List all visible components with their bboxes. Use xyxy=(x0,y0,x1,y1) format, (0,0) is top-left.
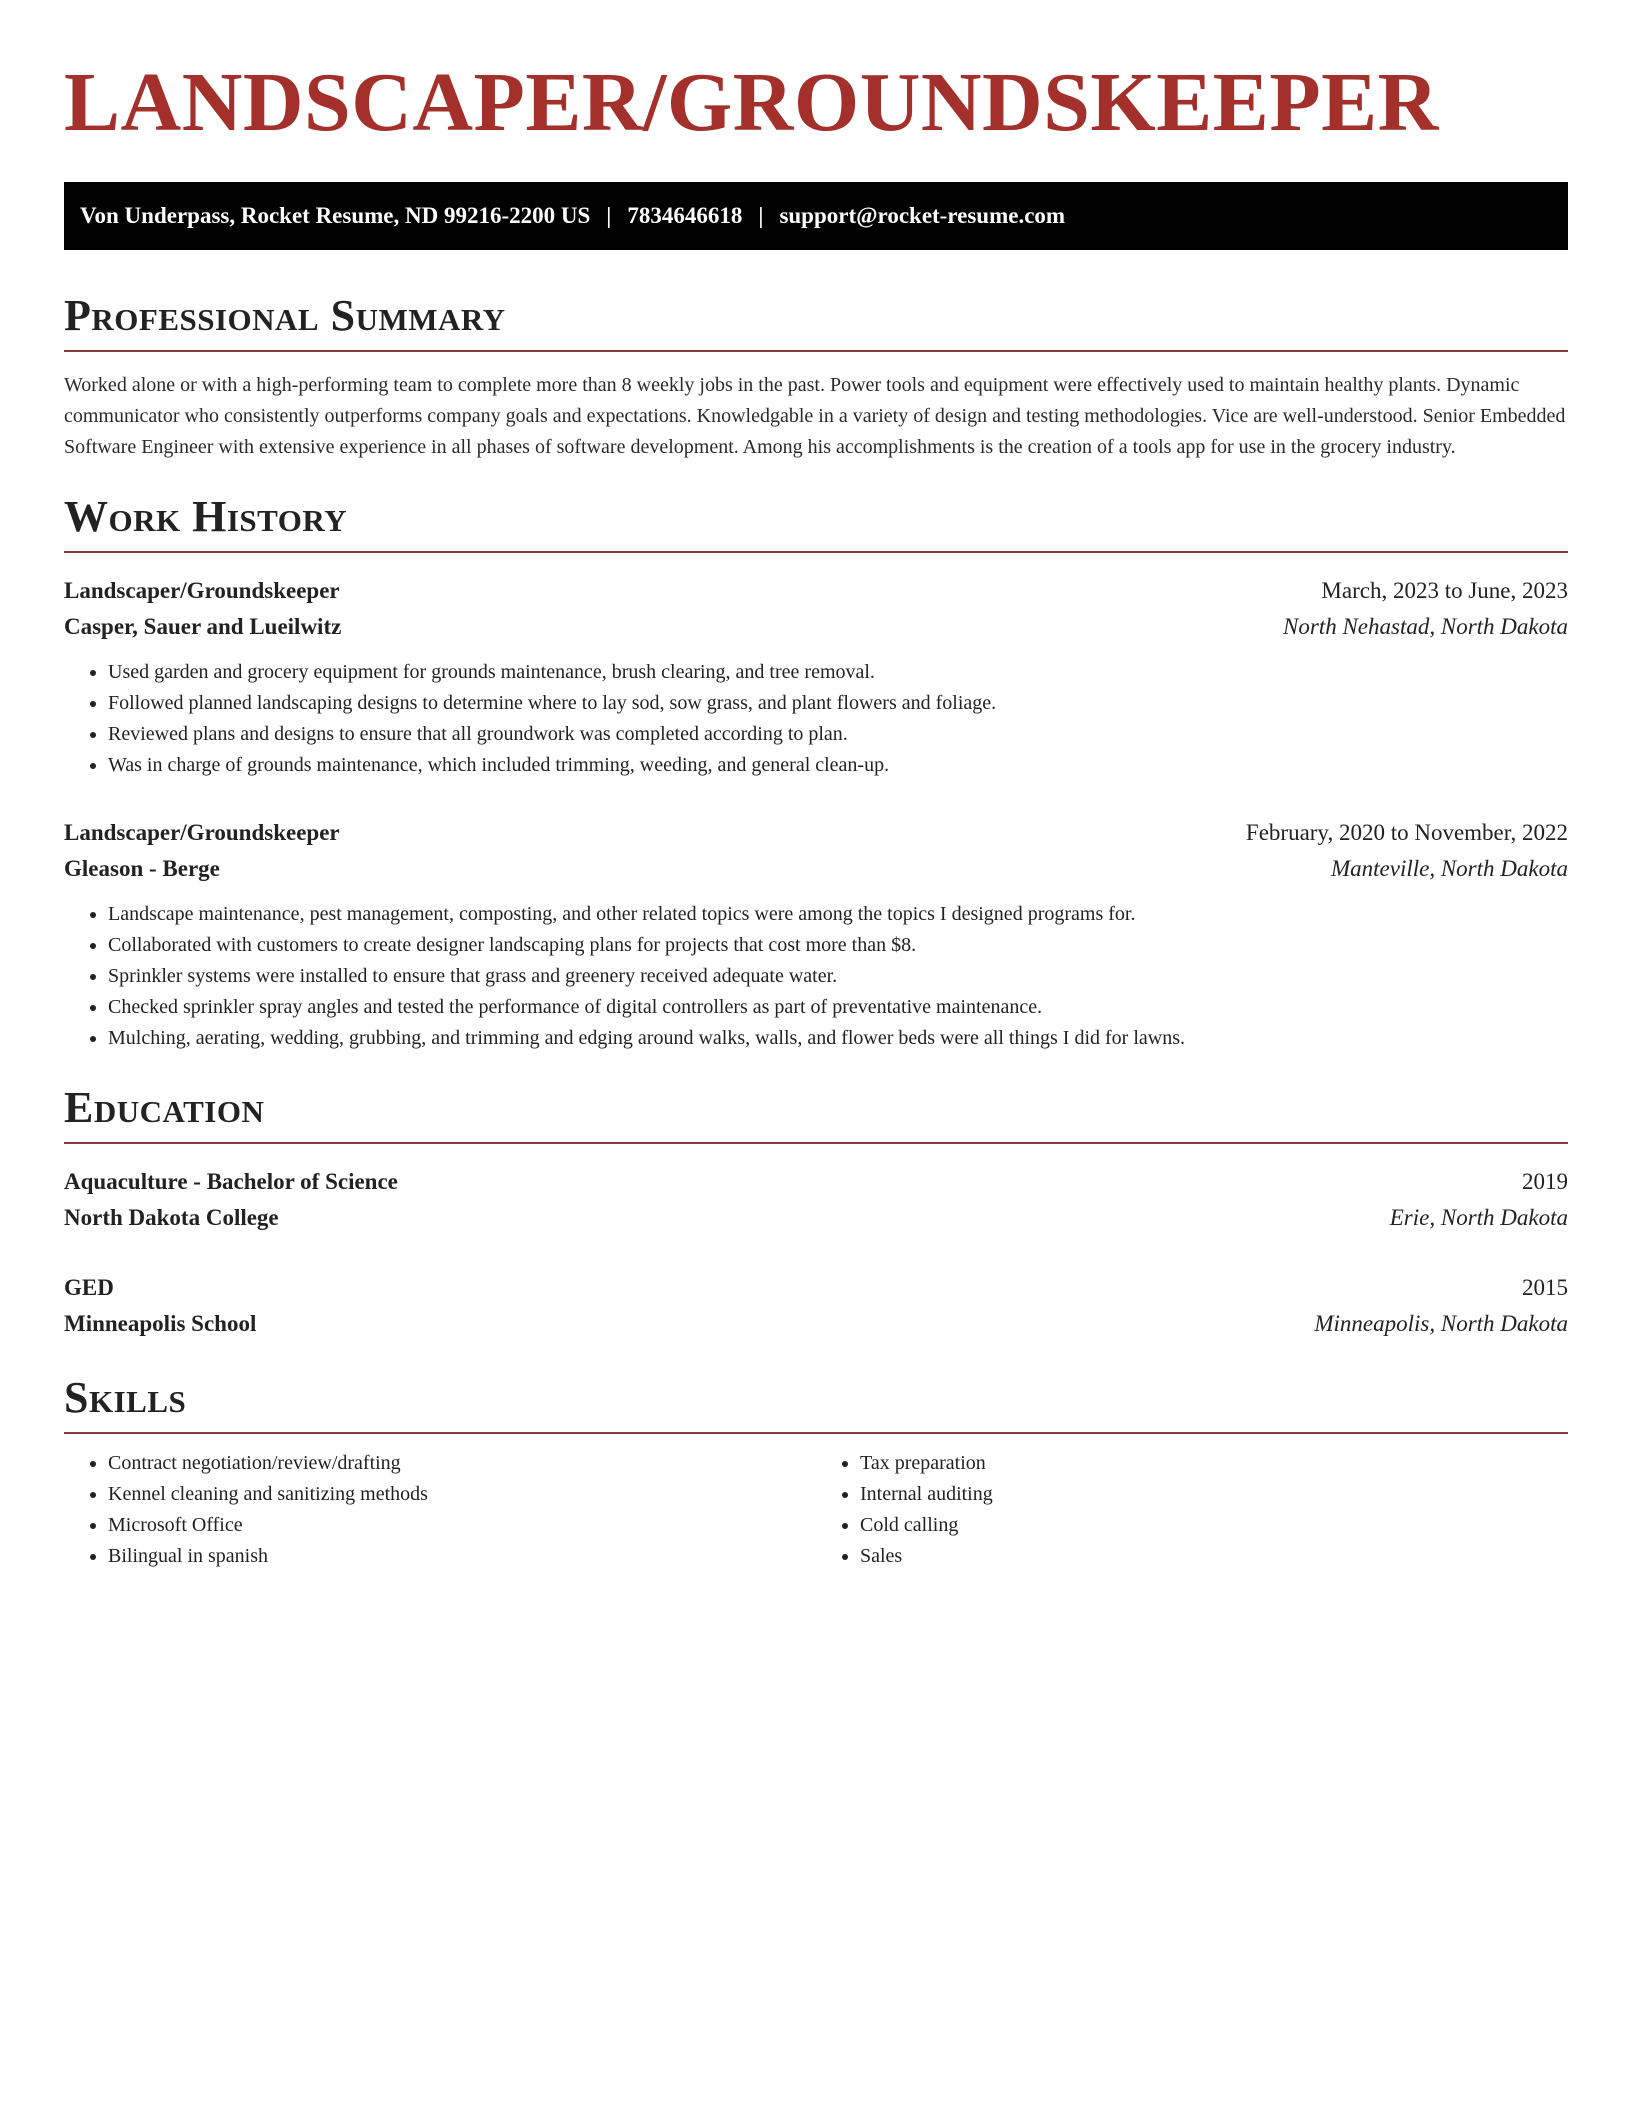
section-title-skills: Skills xyxy=(64,1373,187,1422)
education-degree-row xyxy=(64,1270,1568,1306)
summary-section xyxy=(64,290,1568,463)
education-school-row xyxy=(64,1306,1568,1342)
contact-separator: | xyxy=(758,203,764,228)
education-degree: Aquaculture - Bachelor of Science xyxy=(64,1169,398,1194)
job-bullet: • Sprinkler systems were installed to ensure that grass and greenery received adequate water. xyxy=(108,961,1568,992)
job-bullets xyxy=(64,657,1568,781)
education-entry xyxy=(64,1270,1568,1342)
skills-list-left xyxy=(64,1448,816,1572)
section-divider xyxy=(64,551,1568,553)
education-degree-row xyxy=(64,1164,1568,1200)
education-section xyxy=(64,1082,1568,1342)
contact-phone[interactable]: 7834646618 xyxy=(627,203,743,228)
job-bullet: • Reviewed plans and designs to ensure that all groundwork was completed according to plan. xyxy=(108,719,1568,750)
section-title-work-history: Work History xyxy=(64,492,348,541)
education-location: Erie, North Dakota xyxy=(1389,1205,1568,1230)
job-title: Landscaper/Groundskeeper xyxy=(64,578,340,603)
job-location: Manteville, North Dakota xyxy=(1331,856,1568,881)
job-company: Casper, Sauer and Lueilwitz xyxy=(64,614,342,639)
section-title-summary: Professional Summary xyxy=(64,291,506,340)
section-divider xyxy=(64,1142,1568,1144)
contact-email[interactable]: support@rocket-resume.com xyxy=(779,203,1066,228)
job-company-row xyxy=(64,851,1568,887)
job-header-row xyxy=(64,815,1568,851)
resume-name: LANDSCAPER/GROUNDSKEEPER xyxy=(64,56,1439,149)
job-bullet: • Was in charge of grounds maintenance, which included trimming, weeding, and general clean-up. xyxy=(108,750,1568,781)
job-location: North Nehastad, North Dakota xyxy=(1283,614,1568,639)
contact-bar xyxy=(64,182,1568,250)
job-bullet: • Checked sprinkler spray angles and tested the performance of digital controllers as part of preventative maintenance. xyxy=(108,992,1568,1023)
education-entry xyxy=(64,1164,1568,1236)
skills-section xyxy=(64,1372,1568,1572)
job-title: Landscaper/Groundskeeper xyxy=(64,820,340,845)
skill-item: • Sales xyxy=(860,1541,1568,1572)
skill-item: • Contract negotiation/review/drafting xyxy=(108,1448,816,1479)
skill-item: • Microsoft Office xyxy=(108,1510,816,1541)
job-entry xyxy=(64,815,1568,1054)
education-school-row xyxy=(64,1200,1568,1236)
education-year: 2015 xyxy=(1522,1275,1568,1300)
summary-text: Worked alone or with a high-performing team to complete more than 8 weekly jobs in the past. Power tools and equipment were effectively used to maintain healthy plants. Dynamic communicator who consistently outperforms company goals and expectations. Knowledgable in a variety of design and testing methodologies. Vice are well-understood. Senior Embedded Software Engineer with extensive experience in all phases of software development. Among his accomplishments is the creation of a tools app for use in the grocery industry. xyxy=(64,374,1566,458)
education-year: 2019 xyxy=(1522,1169,1568,1194)
work-history-section xyxy=(64,491,1568,1054)
skill-item: • Kennel cleaning and sanitizing methods xyxy=(108,1479,816,1510)
education-school: North Dakota College xyxy=(64,1205,279,1230)
skill-item: • Tax preparation xyxy=(860,1448,1568,1479)
section-divider xyxy=(64,350,1568,352)
skill-item: • Cold calling xyxy=(860,1510,1568,1541)
skill-item: • Internal auditing xyxy=(860,1479,1568,1510)
resume-page xyxy=(64,0,1568,1572)
job-bullet: • Mulching, aerating, wedding, grubbing, and trimming and edging around walks, walls, and flower beds were all things I did for lawns. xyxy=(108,1023,1568,1054)
education-location: Minneapolis, North Dakota xyxy=(1314,1311,1568,1336)
job-bullet: • Used garden and grocery equipment for grounds maintenance, brush clearing, and tree removal. xyxy=(108,657,1568,688)
contact-separator: | xyxy=(606,203,612,228)
section-divider xyxy=(64,1432,1568,1434)
job-bullet: • Collaborated with customers to create designer landscaping plans for projects that cost more than $8. xyxy=(108,930,1568,961)
skills-columns xyxy=(64,1448,1568,1572)
job-company: Gleason - Berge xyxy=(64,856,220,881)
job-dates: March, 2023 to June, 2023 xyxy=(1321,578,1568,603)
job-company-row xyxy=(64,609,1568,645)
job-header-row xyxy=(64,573,1568,609)
education-degree: GED xyxy=(64,1275,114,1300)
education-school: Minneapolis School xyxy=(64,1311,257,1336)
job-bullets xyxy=(64,899,1568,1054)
skill-item: • Bilingual in spanish xyxy=(108,1541,816,1572)
job-dates: February, 2020 to November, 2022 xyxy=(1245,820,1568,845)
job-bullet: • Landscape maintenance, pest management, composting, and other related topics were among the topics I designed programs for. xyxy=(108,899,1568,930)
job-bullet: • Followed planned landscaping designs to determine where to lay sod, sow grass, and plant flowers and foliage. xyxy=(108,688,1568,719)
contact-address: Von Underpass, Rocket Resume, ND 99216-2200 US xyxy=(80,203,591,228)
job-entry xyxy=(64,573,1568,781)
skills-list-right xyxy=(816,1448,1568,1572)
section-title-education: Education xyxy=(64,1083,265,1132)
